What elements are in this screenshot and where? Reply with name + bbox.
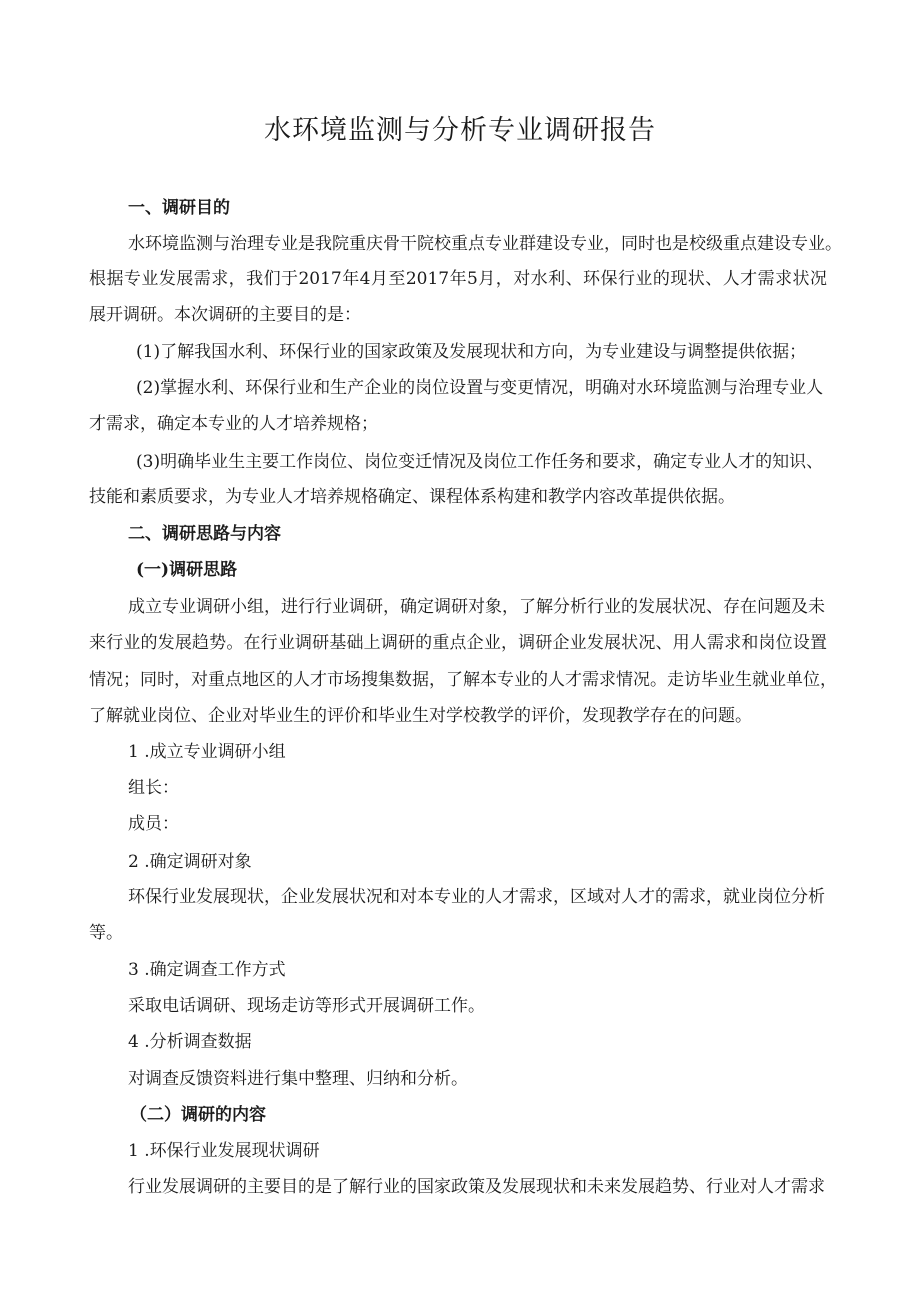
paragraph-line: 等。 (89, 923, 123, 943)
paragraph-line: 来行业的发展趋势。在行业调研基础上调研的重点企业，调研企业发展状况、用人需求和岗位设置 (89, 633, 827, 653)
paragraph-line: 了解就业岗位、企业对毕业生的评价和毕业生对学校教学的评价，发现教学存在的问题。 (89, 706, 752, 726)
subsection-heading-approach: (一)调研思路 (136, 560, 238, 580)
content-heading-1: 1 .环保行业发展现状调研 (128, 1141, 320, 1161)
paragraph-line: 环保行业发展现状，企业发展状况和对本专业的人才需求，区域对人才的需求，就业岗位分析 (128, 887, 825, 907)
members-label: 成员： (128, 814, 179, 834)
step-heading-4: 4 .分析调查数据 (128, 1032, 252, 1052)
paragraph-line: 对调查反馈资料进行集中整理、归纳和分析。 (128, 1069, 468, 1089)
paragraph-line: 采取电话调研、现场走访等形式开展调研工作。 (128, 996, 485, 1016)
step-heading-3: 3 .确定调查工作方式 (128, 960, 286, 980)
paragraph-line: 根据专业发展需求，我们于2017年4月至2017年5月，对水利、环保行业的现状、人才需求状况 (89, 269, 827, 289)
section-heading-purpose: 一、调研目的 (128, 198, 230, 218)
purpose-item-3-continued: 技能和素质要求，为专业人才培养规格确定、课程体系构建和教学内容改革提供依据。 (89, 487, 735, 507)
subsection-heading-content: （二）调研的内容 (130, 1105, 266, 1125)
paragraph-line: 展开调研。本次调研的主要目的是： (89, 305, 361, 325)
leader-label: 组长： (128, 778, 179, 798)
purpose-item-2-continued: 才需求，确定本专业的人才培养规格； (89, 414, 378, 434)
step-heading-1: 1 .成立专业调研小组 (128, 742, 286, 762)
purpose-item-1: (1)了解我国水利、环保行业的国家政策及发展现状和方向，为专业建设与调整提供依据； (136, 342, 807, 362)
paragraph-line: 行业发展调研的主要目的是了解行业的国家政策及发展现状和未来发展趋势、行业对人才需求 (128, 1177, 825, 1197)
paragraph-line: 情况；同时，对重点地区的人才市场搜集数据，了解本专业的人才需求情况。走访毕业生就业单位， (89, 670, 837, 690)
section-heading-approach: 二、调研思路与内容 (128, 524, 281, 544)
document-title: 水环境监测与分析专业调研报告 (264, 115, 656, 146)
step-heading-2: 2 .确定调研对象 (128, 852, 252, 872)
paragraph-line: 水环境监测与治理专业是我院重庆骨干院校重点专业群建设专业，同时也是校级重点建设专业。 (128, 234, 842, 254)
paragraph-line: 成立专业调研小组，进行行业调研，确定调研对象，了解分析行业的发展状况、存在问题及未 (128, 597, 825, 617)
purpose-item-2: (2)掌握水利、环保行业和生产企业的岗位设置与变更情况，明确对水环境监测与治理专业人 (136, 378, 824, 398)
purpose-item-3: (3)明确毕业生主要工作岗位、岗位变迁情况及岗位工作任务和要求，确定专业人才的知识、 (136, 452, 824, 472)
